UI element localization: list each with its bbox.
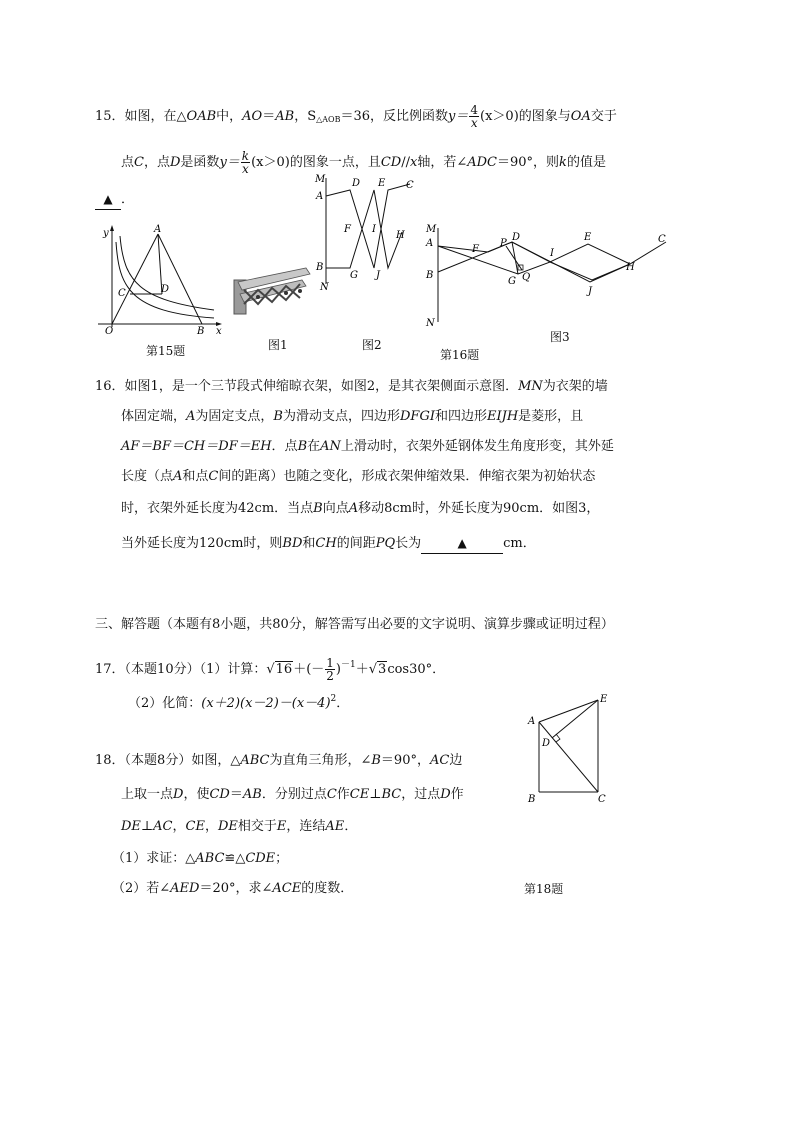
q16-text: 长度（点 [121, 469, 174, 484]
q18-text: ， [204, 819, 218, 834]
q16-text: 的间距 [336, 536, 376, 551]
q16-dfgi: DFGI [400, 409, 435, 424]
q16-text: 体固定端， [121, 409, 187, 424]
fig3-label-g: G [508, 276, 516, 287]
q18-ce: CE [185, 819, 205, 834]
q15-text: 交于 [590, 109, 617, 124]
q15-parallel: // [401, 155, 410, 170]
q15-period: ． [121, 192, 135, 207]
q15-frac1 [469, 104, 479, 129]
q17-expr: (x＋2)(x－2)－(x－4) [201, 696, 331, 711]
q16-line4: 长度（点A和点C间的距离）也随之变化，形成衣架伸缩效果．伸缩衣架为初始状态 [121, 469, 596, 484]
q18-text: ． [344, 819, 358, 834]
q16-text: 当外延长度为120cm时，则 [121, 536, 283, 551]
q18-text: 的度数． [301, 881, 354, 896]
fig3-label-d: D [512, 232, 521, 243]
q15-caption: 第15题 [146, 344, 186, 358]
answer-triangle-icon: ▲ [457, 536, 467, 550]
fig2-label-a: A [316, 191, 324, 202]
q16-answer-blank [421, 534, 503, 554]
q17-plus1: ＋(－ [293, 662, 325, 677]
q15-xaxis: x [409, 155, 418, 170]
fig15-label-x: x [216, 326, 222, 337]
fig1-caption: 图1 [268, 338, 288, 352]
q17-half [325, 657, 335, 682]
rack-joint [298, 289, 302, 293]
sqrt-icon: √ [368, 662, 378, 677]
q16-text: 为衣架的墙 [542, 379, 608, 394]
q16-text: 和点 [182, 469, 209, 484]
q17-sqrt16: 16 [275, 662, 293, 677]
q18-cde: CDE [245, 851, 276, 866]
q18-b: B [371, 753, 381, 768]
fig3-label-e: E [584, 232, 592, 243]
q18-part1 [112, 850, 288, 868]
q18-abc: ABC [240, 753, 270, 768]
q15-number: 15． [95, 109, 125, 124]
q15-text: 点 [121, 155, 135, 170]
q18-text: （2）若∠ [112, 881, 171, 896]
fig3-label-n: N [426, 318, 435, 329]
fig2-label-i: I [372, 224, 376, 235]
q18-text: ，过点 [401, 787, 441, 802]
fig2-zigzag-bottom [326, 190, 402, 268]
q17-paren: ) [335, 662, 341, 677]
frac-den: 2 [326, 669, 334, 683]
q18-line3 [121, 818, 357, 836]
fig2-label-d: D [352, 178, 361, 189]
q16-line1 [95, 378, 608, 396]
q18-abc: ABC [195, 851, 225, 866]
fig18-de [552, 700, 598, 738]
q16-a: A [186, 409, 196, 424]
q15-text: 如图，在△ [124, 109, 187, 124]
fig15-label-d: D [161, 284, 170, 295]
q15-text: 的值是 [566, 155, 606, 170]
fig18-label-e: E [600, 694, 608, 705]
fig18-right-angle [556, 734, 560, 742]
q15-ab: AB [275, 109, 295, 124]
q18-bc: BC [381, 787, 402, 802]
q15-oa: OA [570, 109, 591, 124]
fig15-diagram [94, 222, 224, 337]
q15-text: 的图象一点，且 [289, 155, 381, 170]
frac-den: x [242, 162, 249, 176]
q16-text: 间的距离）也随之变化，形成衣架伸缩效果．伸缩衣架为初始状态 [218, 469, 596, 484]
q18-text: 作 [450, 787, 464, 802]
answer-triangle-icon: ▲ [103, 192, 113, 206]
q15-s-sub: △AOB [316, 115, 341, 124]
fig3-diagram [422, 222, 672, 332]
q16-text: 长为 [395, 536, 422, 551]
q16-text: 向点 [322, 501, 349, 516]
q17-line2 [128, 690, 349, 713]
fig3-label-f: F [472, 244, 479, 255]
q15-text: ，点 [143, 155, 170, 170]
q18-text: ，连结 [286, 819, 326, 834]
q16-line2 [121, 408, 583, 426]
q18-text: ．分别过点 [261, 787, 327, 802]
q17-plus2: ＋ [355, 662, 369, 677]
rack-joint [256, 295, 260, 299]
fig3-pq [506, 246, 522, 270]
q18-cd: CD [209, 787, 230, 802]
frac-num: 4 [470, 103, 479, 117]
fig3-label-a: A [426, 238, 434, 249]
q15-text: 轴，若∠ [417, 155, 468, 170]
q16-bd: BD [282, 536, 303, 551]
q15-adc: ADC [467, 155, 497, 170]
q17-cos: cos30°． [387, 662, 446, 677]
q16-text: 为滑动支点，四边形 [282, 409, 400, 424]
q18-text: ， [172, 819, 186, 834]
fig2-label-c: C [406, 180, 414, 191]
q15-y-eq: y＝ [448, 109, 469, 124]
q18-caption: 第18题 [524, 882, 564, 896]
q16-equal-segments: AF＝BF＝CH＝DF＝EH [121, 439, 272, 454]
frac-den: x [470, 116, 478, 130]
q16-text: 和 [302, 536, 316, 551]
q17-line1 [95, 656, 445, 682]
fig3-bd [512, 242, 518, 274]
q15-ao: AO [242, 109, 263, 124]
q16-text: 是菱形，且 [518, 409, 584, 424]
q15-cd: CD [380, 155, 402, 170]
q16-text: 为固定支点， [195, 409, 274, 424]
q18-ce: CE [349, 787, 370, 802]
fig15-label-b: B [197, 326, 205, 337]
q18-perp: ⊥ [369, 787, 382, 802]
fig2-label-f: F [344, 224, 351, 235]
fig2-caption: 图2 [362, 338, 382, 352]
section3-title: 三、解答题（本题有8小题，共80分，解答需写出必要的文字说明、演算步骤或证明过程） [95, 617, 614, 632]
fig15-y-arrow [110, 225, 114, 231]
q18-ac: AC [429, 753, 450, 768]
q17-text: 17．（本题10分）（1）计算： [95, 662, 267, 677]
fig3-label-b: B [426, 270, 434, 281]
q15-frac2 [241, 150, 250, 175]
fig15-curve-k [120, 236, 214, 310]
q18-text: ＝90°， [380, 753, 430, 768]
q18-de: DE [121, 819, 141, 834]
q15-text: 是函数 [180, 155, 220, 170]
q18-text: ，使 [183, 787, 210, 802]
q15-d: D [169, 155, 181, 170]
fig3-caption: 图3 [550, 330, 570, 344]
q16-caption: 第16题 [440, 348, 480, 362]
q17-text: （2）化简： [128, 696, 202, 711]
fig15-label-o: O [105, 326, 114, 337]
q15-text: ＝90°，则 [497, 155, 560, 170]
fig3-label-i: I [550, 248, 554, 259]
fig18-label-d: D [542, 738, 551, 749]
fig3-label-c: C [658, 234, 666, 245]
q18-de: DE [217, 819, 238, 834]
q15-s-val: ＝36，反比例函数 [340, 109, 449, 124]
q18-text: 相交于 [237, 819, 277, 834]
q18-text: 边 [449, 753, 463, 768]
q16-text: 16．如图1，是一个三节段式伸缩晾衣架，如图2，是其衣架侧面示意图． [95, 379, 519, 394]
q16-line3: AF＝BF＝CH＝DF＝EH．点B在AN上滑动时，衣架外延钢体发生角度形变，其外延 [121, 439, 614, 454]
q15-s-label: S [307, 109, 317, 124]
q18-text: 上取一点 [121, 787, 174, 802]
fig2-diagram [312, 172, 422, 292]
fig18-label-c: C [598, 794, 606, 805]
fig18-ae [539, 700, 598, 722]
fig15-oa [112, 234, 158, 324]
q16-text: cm． [503, 536, 536, 551]
q18-line1 [95, 752, 462, 770]
q15-tri-name: OAB [186, 109, 217, 124]
fig2-label-m: M [315, 174, 326, 185]
q18-d: D [173, 787, 184, 802]
q18-text: ＝20°，求∠ [199, 881, 273, 896]
fig3-lattice [438, 242, 630, 280]
q16-ch: CH [315, 536, 337, 551]
q18-aed: AED [170, 881, 200, 896]
q18-e: E [276, 819, 287, 834]
fig18-label-b: B [528, 794, 536, 805]
frac-num: k [241, 149, 250, 163]
q17-square: 2 [330, 694, 337, 704]
q15-cond2: (x＞0) [251, 155, 290, 170]
fig15-label-y: y [103, 228, 109, 239]
q17-sqrt3: 3 [378, 662, 387, 677]
fig3-label-m: M [426, 224, 437, 235]
q16-an: AN [320, 439, 341, 454]
q16-text: 移动8cm时，外延长度为90cm．如图3， [358, 501, 600, 516]
q15-answer-blank [95, 190, 121, 210]
q16-text: 上滑动时，衣架外延钢体发生角度形变，其外延 [340, 439, 614, 454]
fig3-label-p: P [500, 238, 507, 249]
q16-text: 时，衣架外延长度为42cm．当点 [121, 501, 314, 516]
q16-b: B [273, 409, 283, 424]
q17-text: ． [336, 696, 350, 711]
fig15-curve-4 [116, 242, 214, 318]
q18-congruent: ≌△ [224, 851, 246, 866]
fig3-label-h: H [626, 262, 635, 273]
q18-part2 [112, 880, 353, 898]
q15-line1 [95, 104, 617, 129]
q18-text: ； [275, 851, 289, 866]
fig2-label-h: H [396, 230, 405, 241]
q18-c: C [326, 787, 337, 802]
q17-exp: －1 [341, 660, 356, 670]
q18-text: 作 [336, 787, 350, 802]
fig15-label-c: C [118, 288, 126, 299]
q18-text: （1）求证：△ [112, 851, 196, 866]
frac-num: 1 [326, 656, 334, 670]
fig1-rack-photo [228, 262, 314, 320]
q18-ae: AE [325, 819, 345, 834]
q16-mn: MN [518, 379, 543, 394]
q15-eq: ＝ [262, 109, 276, 124]
q16-pq: PQ [375, 536, 396, 551]
q18-text: 为直角三角形，∠ [269, 753, 372, 768]
fig2-label-n: N [320, 282, 329, 292]
fig2-zigzag-top [326, 184, 410, 268]
fig18-label-a: A [528, 716, 536, 727]
q16-c: C [208, 469, 219, 484]
q18-ace: ACE [272, 881, 302, 896]
q15-c: C [134, 155, 144, 170]
rack-joint [284, 291, 288, 295]
fig3-label-j: J [588, 286, 593, 297]
q15-line2: 点C，点D是函数y＝ $\frac{k}{x}$ (x＞0)的图象一点，且CD//x轴，若∠ADC＝90°，则k的值是 [121, 149, 606, 176]
fig18-diagram [522, 688, 612, 806]
fig3-label-q: Q [522, 272, 531, 283]
fig2-label-e: E [378, 178, 386, 189]
q15-cond1: (x＞0) [480, 109, 519, 124]
q15-answer-line [95, 190, 134, 210]
q16-text: ．点 [271, 439, 298, 454]
q18-ac: AC [153, 819, 173, 834]
fig15-label-a: A [154, 224, 162, 235]
sqrt-icon: √ [266, 662, 275, 677]
fig2-label-b: B [316, 262, 324, 273]
q15-text: 的图象与 [518, 109, 571, 124]
fig18-ac [539, 722, 598, 792]
q16-line6 [121, 534, 536, 554]
q18-text: 18．（本题8分）如图，△ [95, 753, 241, 768]
q16-text: 在 [307, 439, 321, 454]
q15-k: k [559, 155, 567, 170]
q15-comma: ， [294, 109, 308, 124]
q16-text: 和四边形 [434, 409, 487, 424]
q18-ab: AB [242, 787, 262, 802]
fig2-label-g: G [350, 270, 358, 281]
q18-text: ＝ [229, 787, 243, 802]
fig2-label-j: J [376, 270, 381, 281]
q15-text: 中， [216, 109, 243, 124]
q16-eijh: EIJH [486, 409, 519, 424]
q18-perp: ⊥ [140, 819, 154, 834]
q18-line2: 上取一点D，使CD＝AB．分别过点C作CE⊥BC，过点D作 [121, 787, 464, 802]
q16-line5: 时，衣架外延长度为42cm．当点B向点A移动8cm时，外延长度为90cm．如图3， [121, 501, 600, 516]
